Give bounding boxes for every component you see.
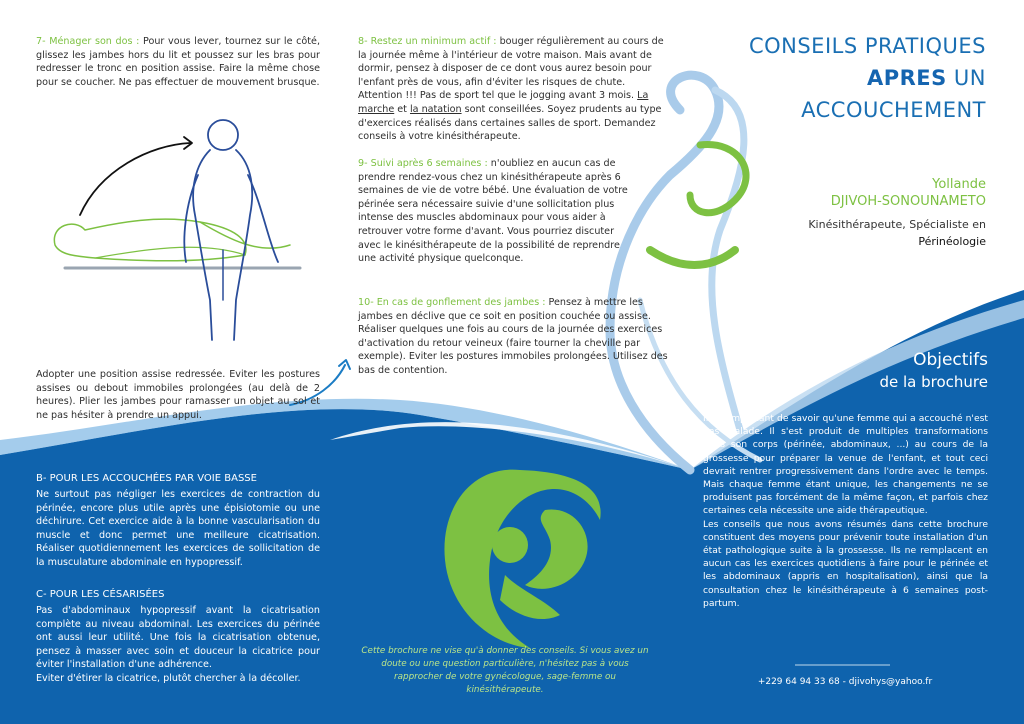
section-b-body: Ne surtout pas négliger les exercices de contraction du périnée, encore plus utile après une épisiotomie ou une déchirure. Cet exercice aide à la bonne vascularisation du muscle et donc permet une meilleure cicatrisation. Réaliser quotidiennement les exercices de sollicitation de la musculature abdominale en hypopressif. (36, 489, 320, 568)
advice-9-heading: 9- Suivi après 6 semaines : (358, 158, 488, 169)
section-b (36, 472, 320, 570)
section-c-heading: C- POUR LES CÉSARISÉES (36, 589, 165, 600)
advice-10-body: Pensez à mettre les jambes en déclive que ce soit en position couchée ou assise. Réaliser quelques une fois au cours de la journée des exercices d'activation du retour veineux (faire tourner la cheville par exemple). Eviter les postures immobiles prolongées. Utilisez des bas de contention. (358, 297, 668, 376)
exercise-illustration (54, 120, 350, 405)
advice-8-body: bouger régulièrement au cours de la journée même à l'intérieur de votre maison. Mais avant de dormir, pensez à disposer de ce dont vous aurez besoin pour l'enfant près de vous, afin d'éviter les risques de chute. Attention !!! Pas de sport tel que le jogging avant 3 mois. (358, 36, 664, 102)
author-specialty: Périnéologie (918, 235, 986, 248)
cover-title-line2 (700, 62, 986, 94)
author-block (740, 176, 986, 250)
cover-title-apres: APRES (866, 66, 947, 90)
author-first-name: Yollande (932, 177, 986, 192)
advice-10-heading: 10- En cas de gonflement des jambes : (358, 297, 546, 308)
contact-email: djivohys@yahoo.fr (848, 677, 933, 687)
cover-title (700, 30, 986, 126)
advice-7-body: Pour vous lever, tournez sur le côté, glissez les jambes hors du lit et poussez sur les bras pour redresser le tronc en position assise. Faire la même chose pour se coucher. Ne pas effectuer de mouvement brusque. (36, 36, 320, 88)
author-last-name: DJIVOH-SONOUNAMETO (830, 194, 986, 209)
section-c (36, 588, 320, 686)
disclaimer-notice: Cette brochure ne vise qu'à donner des conseils. Si vous avez un doute ou une question particulière, n'hésitez pas à vous rapprocher de votre gynécologue, sage-femme ou kinésithérapeute. (361, 646, 649, 695)
objectives-title-line2: de la brochure (879, 373, 988, 391)
objectives-title (760, 349, 988, 393)
advice-8-mid: et (394, 103, 410, 115)
advice-9-body: n'oubliez en aucun cas de prendre rendez-vous chez un kinésithérapeute après 6 semaines de vie de votre bébé. Une évaluation de votre périnée sera nécessaire suivie d'une sollicitation plus intense des muscles abdominaux pour vous aider à retrouver votre forme d'avant. Vous pourriez discuter avec le kinésithérapeute de la possibilité de reprendre une activité physique quelconque. (358, 158, 628, 265)
cover-title-line1: CONSEILS PRATIQUES (748, 34, 986, 58)
author-role: Kinésithérapeute, Spécialiste en (808, 218, 986, 231)
contact-phone: +229 64 94 33 68 (757, 677, 840, 687)
section-c-body-2: Eviter d'étirer la cicatrice, plutôt chercher à la décoller. (36, 672, 301, 684)
posture-advice: Adopter une position assise redressée. Eviter les postures assises ou debout immobiles prolongées (au delà de 2 heures). Plier les jambes pour ramasser un objet au sol et ne pas hésiter à prendre un appui. (36, 369, 320, 421)
walking-text: La marche (358, 90, 649, 115)
section-c-body: Pas d'abdominaux hypopressif avant la cicatrisation complète au niveau abdominal. Les exercices du périnée ont aussi leur utilité. Une fois la cicatrisation obtenue, pensez à masser avec soin et douceur la cicatrice pour éviter l'installation d'une adhérence. (36, 605, 320, 671)
advice-8-heading: 8- Restez un minimum actif : (358, 36, 497, 47)
advice-8 (358, 35, 666, 144)
swimming-text: la natation (409, 103, 462, 115)
advice-10 (358, 296, 668, 378)
section-b-heading: B- POUR LES ACCOUCHÉES PAR VOIE BASSE (36, 473, 257, 484)
contact-line (740, 677, 950, 687)
cover-title-un: UN (946, 66, 986, 90)
advice-8-end: sont conseillées. Soyez prudents au type d'exercices réalisés dans certaines salles de sport. Demandez conseils à votre kinésithérapeute. (358, 103, 662, 143)
objectives-title-line1: Objectifs (913, 350, 988, 370)
objectives-paragraph-1: Il est important de savoir qu'une femme qui a accouché n'est pas malade. Il s'est produit de multiples transformations dans son corps (périnée, abdominaux, ...) au cours de la grossesse pour préparer la venue de l'enfant, et tout ceci devrait rentrer progressivement dans l'ordre avec le temps. Mais chaque femme étant unique, les changements ne se produisent pas forcément de la même façon, et parfois chez certaines cela nécessite une aide thérapeutique. (703, 413, 988, 517)
advice-7 (36, 35, 320, 89)
objectives-body (703, 412, 988, 610)
advice-9 (358, 157, 636, 266)
objectives-paragraph-2: Les conseils que nous avons résumés dans cette brochure constituent des moyens pour prévenir toute installation d'un état pathologique suite à la grossesse. Ils ne remplacent en aucun cas les exercices quotidiens à faire pour le périnée et les abdominaux (appris en hospitalisation), ainsi que la consultation chez le kinésithérapeute à 6 semaines post-partum. (703, 518, 988, 609)
cover-title-line3: ACCOUCHEMENT (801, 98, 986, 122)
advice-7-heading: 7- Ménager son dos : (36, 36, 140, 47)
contact-separator: - (839, 677, 849, 687)
